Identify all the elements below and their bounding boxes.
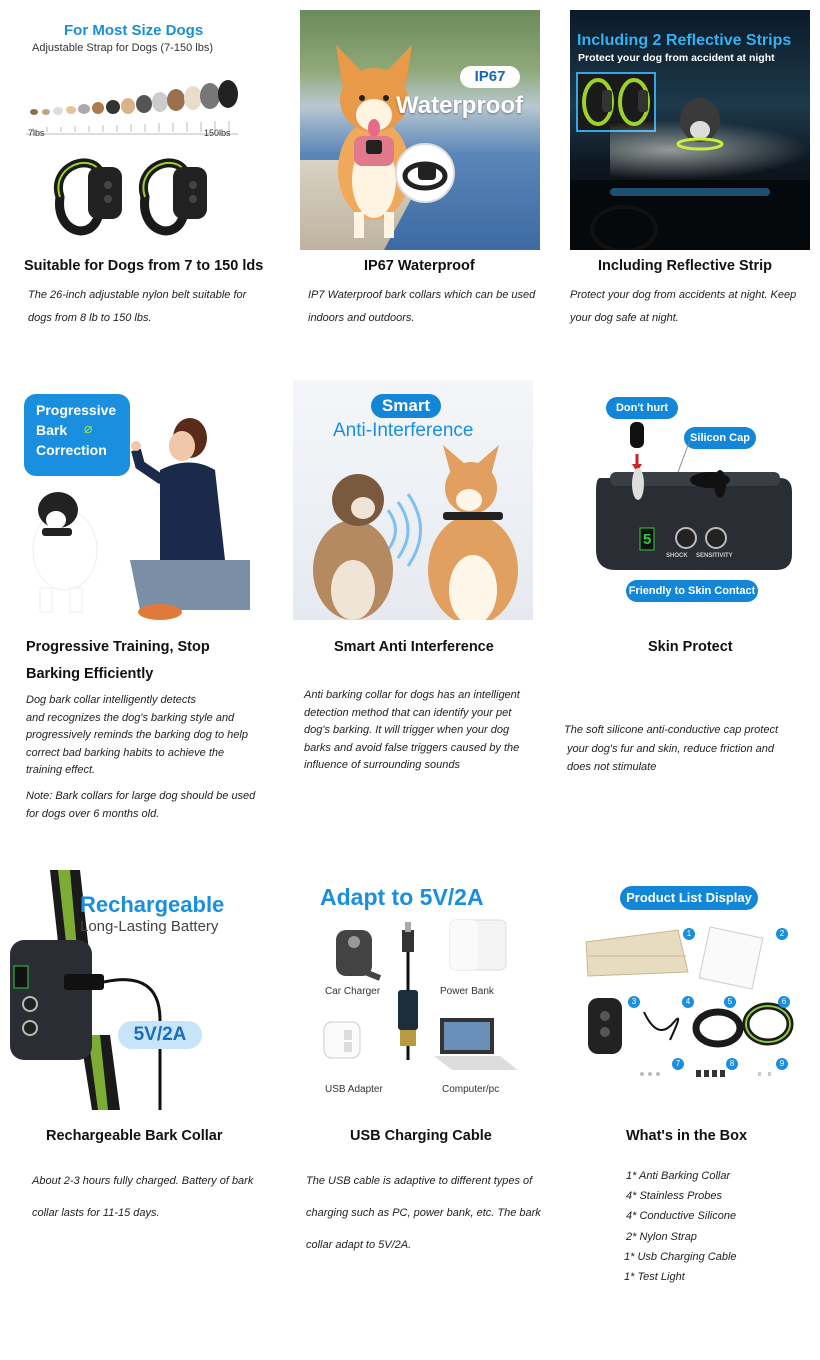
rechargeable-image [10, 870, 250, 1110]
scale-min-label: 7lbs [28, 128, 45, 138]
section-5-title: Smart Anti Interference [334, 639, 494, 655]
section-4-note: Note: Bark collars for large dog should be used for dogs over 6 months old. [26, 790, 256, 820]
item-number-6: 6 [778, 996, 790, 1008]
5v2a-badge: 5V/2A [118, 1021, 202, 1049]
product-list-image [578, 882, 796, 1092]
section-6-body: The soft silicone anti-conductive cap protect your dog's fur and skin, reduce friction and does not stimulate [564, 724, 779, 773]
box-item: 1* Usb Charging Cable [624, 1250, 737, 1263]
anti-interference-text: Anti-Interference [333, 420, 474, 441]
product-list-badge: Product List Display [620, 886, 758, 910]
section-9-title: What's in the Box [626, 1128, 748, 1144]
reflective-heading: Including 2 Reflective Strips [577, 32, 792, 49]
item-number-7: 7 [672, 1058, 684, 1070]
box-item: 1* Test Light [624, 1271, 685, 1284]
item-number-1: 1 [683, 928, 695, 940]
section-8-body: The USB cable is adaptive to different types of charging such as PC, power bank, etc. The bark collar adapt to 5V/2A. [306, 1175, 541, 1251]
adapt-5v2a-image [300, 870, 540, 1110]
display-digit: 5 [643, 531, 652, 548]
section-2-body: IP7 Waterproof bark collars which can be used indoors and outdoors. [308, 289, 536, 324]
smart-badge: Smart [371, 394, 441, 418]
collar-pair-illustration [50, 147, 220, 247]
reflective-strips-image [570, 10, 810, 250]
sensitivity-label: SENSITIVITY [696, 553, 733, 559]
section-3-title: Including Reflective Strip [598, 258, 773, 274]
rechargeable-heading: Rechargeable [80, 892, 225, 917]
box-item: 4* Conductive Silicone [626, 1210, 737, 1223]
muted-icon: ⌀ [84, 420, 93, 436]
section-1-body: The 26-inch adjustable nylon belt suitable for dogs from 8 lb to 150 lbs. [28, 289, 247, 324]
smart-anti-interference-image [293, 380, 533, 620]
reflective-subheading: Protect your dog from accident at night [578, 52, 775, 64]
ip67-badge: IP67 [460, 66, 520, 88]
adapt-heading: Adapt to 5V/2A [320, 884, 484, 910]
car-charger-label: Car Charger [325, 986, 381, 997]
box-item: 4* Stainless Probes [626, 1190, 722, 1203]
waterproof-word: Waterproof [396, 92, 524, 119]
collar-receiver-illustration [580, 414, 800, 574]
sizes-heading: For Most Size Dogs [64, 22, 204, 39]
section-8-title: USB Charging Cable [350, 1128, 492, 1144]
long-lasting-text: Long-Lasting Battery [80, 918, 219, 935]
item-number-3: 3 [628, 996, 640, 1008]
dog-sizes-image [20, 12, 240, 250]
collar-inset-circle [394, 142, 456, 204]
friendly-to-skin-badge: Friendly to Skin Contact [626, 580, 758, 602]
item-number-4: 4 [682, 996, 694, 1008]
usb-adapter-label: USB Adapter [325, 1084, 383, 1095]
item-number-2: 2 [776, 928, 788, 940]
item-number-5: 5 [724, 996, 736, 1008]
section-1-title: Suitable for Dogs from 7 to 150 lds [24, 258, 264, 274]
dont-hurt-badge: Don't hurt [606, 397, 678, 419]
section-2-title: IP67 Waterproof [364, 258, 475, 274]
trainer-and-dog-illustration [10, 410, 250, 620]
shock-label: SHOCK [666, 553, 688, 559]
skin-protect-image [570, 380, 810, 620]
box-item: 2* Nylon Strap [626, 1230, 697, 1243]
section-9-body [626, 1166, 816, 1287]
item-number-9: 9 [776, 1058, 788, 1070]
section-4-body: Dog bark collar intelligently detects and recognizes the dog's barking style and progressively reminds the barking dog to help correct bad barking habits to achieve the training effect. [26, 694, 248, 776]
progressive-correction-image [10, 380, 250, 620]
item-number-8: 8 [726, 1058, 738, 1070]
section-4-title-line1: Progressive Training, Stop [26, 639, 210, 655]
computer-pc-label: Computer/pc [442, 1084, 500, 1095]
section-4-title-line2: Barking Efficiently [26, 666, 154, 682]
power-bank-label: Power Bank [440, 986, 494, 997]
progressive-badge: Progressive Bark Correction ⌀ [24, 394, 130, 476]
section-3-body: Protect your dog from accidents at night. Keep your dog safe at night. [570, 289, 797, 324]
section-7-body: About 2-3 hours fully charged. Battery of bark collar lasts for 11-15 days. [32, 1175, 254, 1219]
charging-devices-illustration [300, 910, 540, 1110]
sizes-subheading: Adjustable Strap for Dogs (7-150 lbs) [32, 42, 213, 54]
corgi-illustration [314, 40, 434, 240]
box-item: 1* Anti Barking Collar [626, 1170, 731, 1182]
dog-lineup-illustration [26, 72, 238, 152]
dog-silhouette [670, 90, 730, 160]
scale-max-label: 150lbs [204, 128, 231, 138]
section-6-title: Skin Protect [648, 639, 733, 655]
section-5-body: Anti barking collar for dogs has an intelligent detection method that can identify your pet dog's barking. It will trigger when your dog barks and avoid false triggers caused by the influence of surrounding sounds [304, 689, 520, 771]
silicon-cap-badge: Silicon Cap [684, 427, 756, 449]
section-7-title: Rechargeable Bark Collar [46, 1128, 223, 1144]
waterproof-image [300, 10, 540, 250]
dogs-illustration [293, 440, 533, 620]
